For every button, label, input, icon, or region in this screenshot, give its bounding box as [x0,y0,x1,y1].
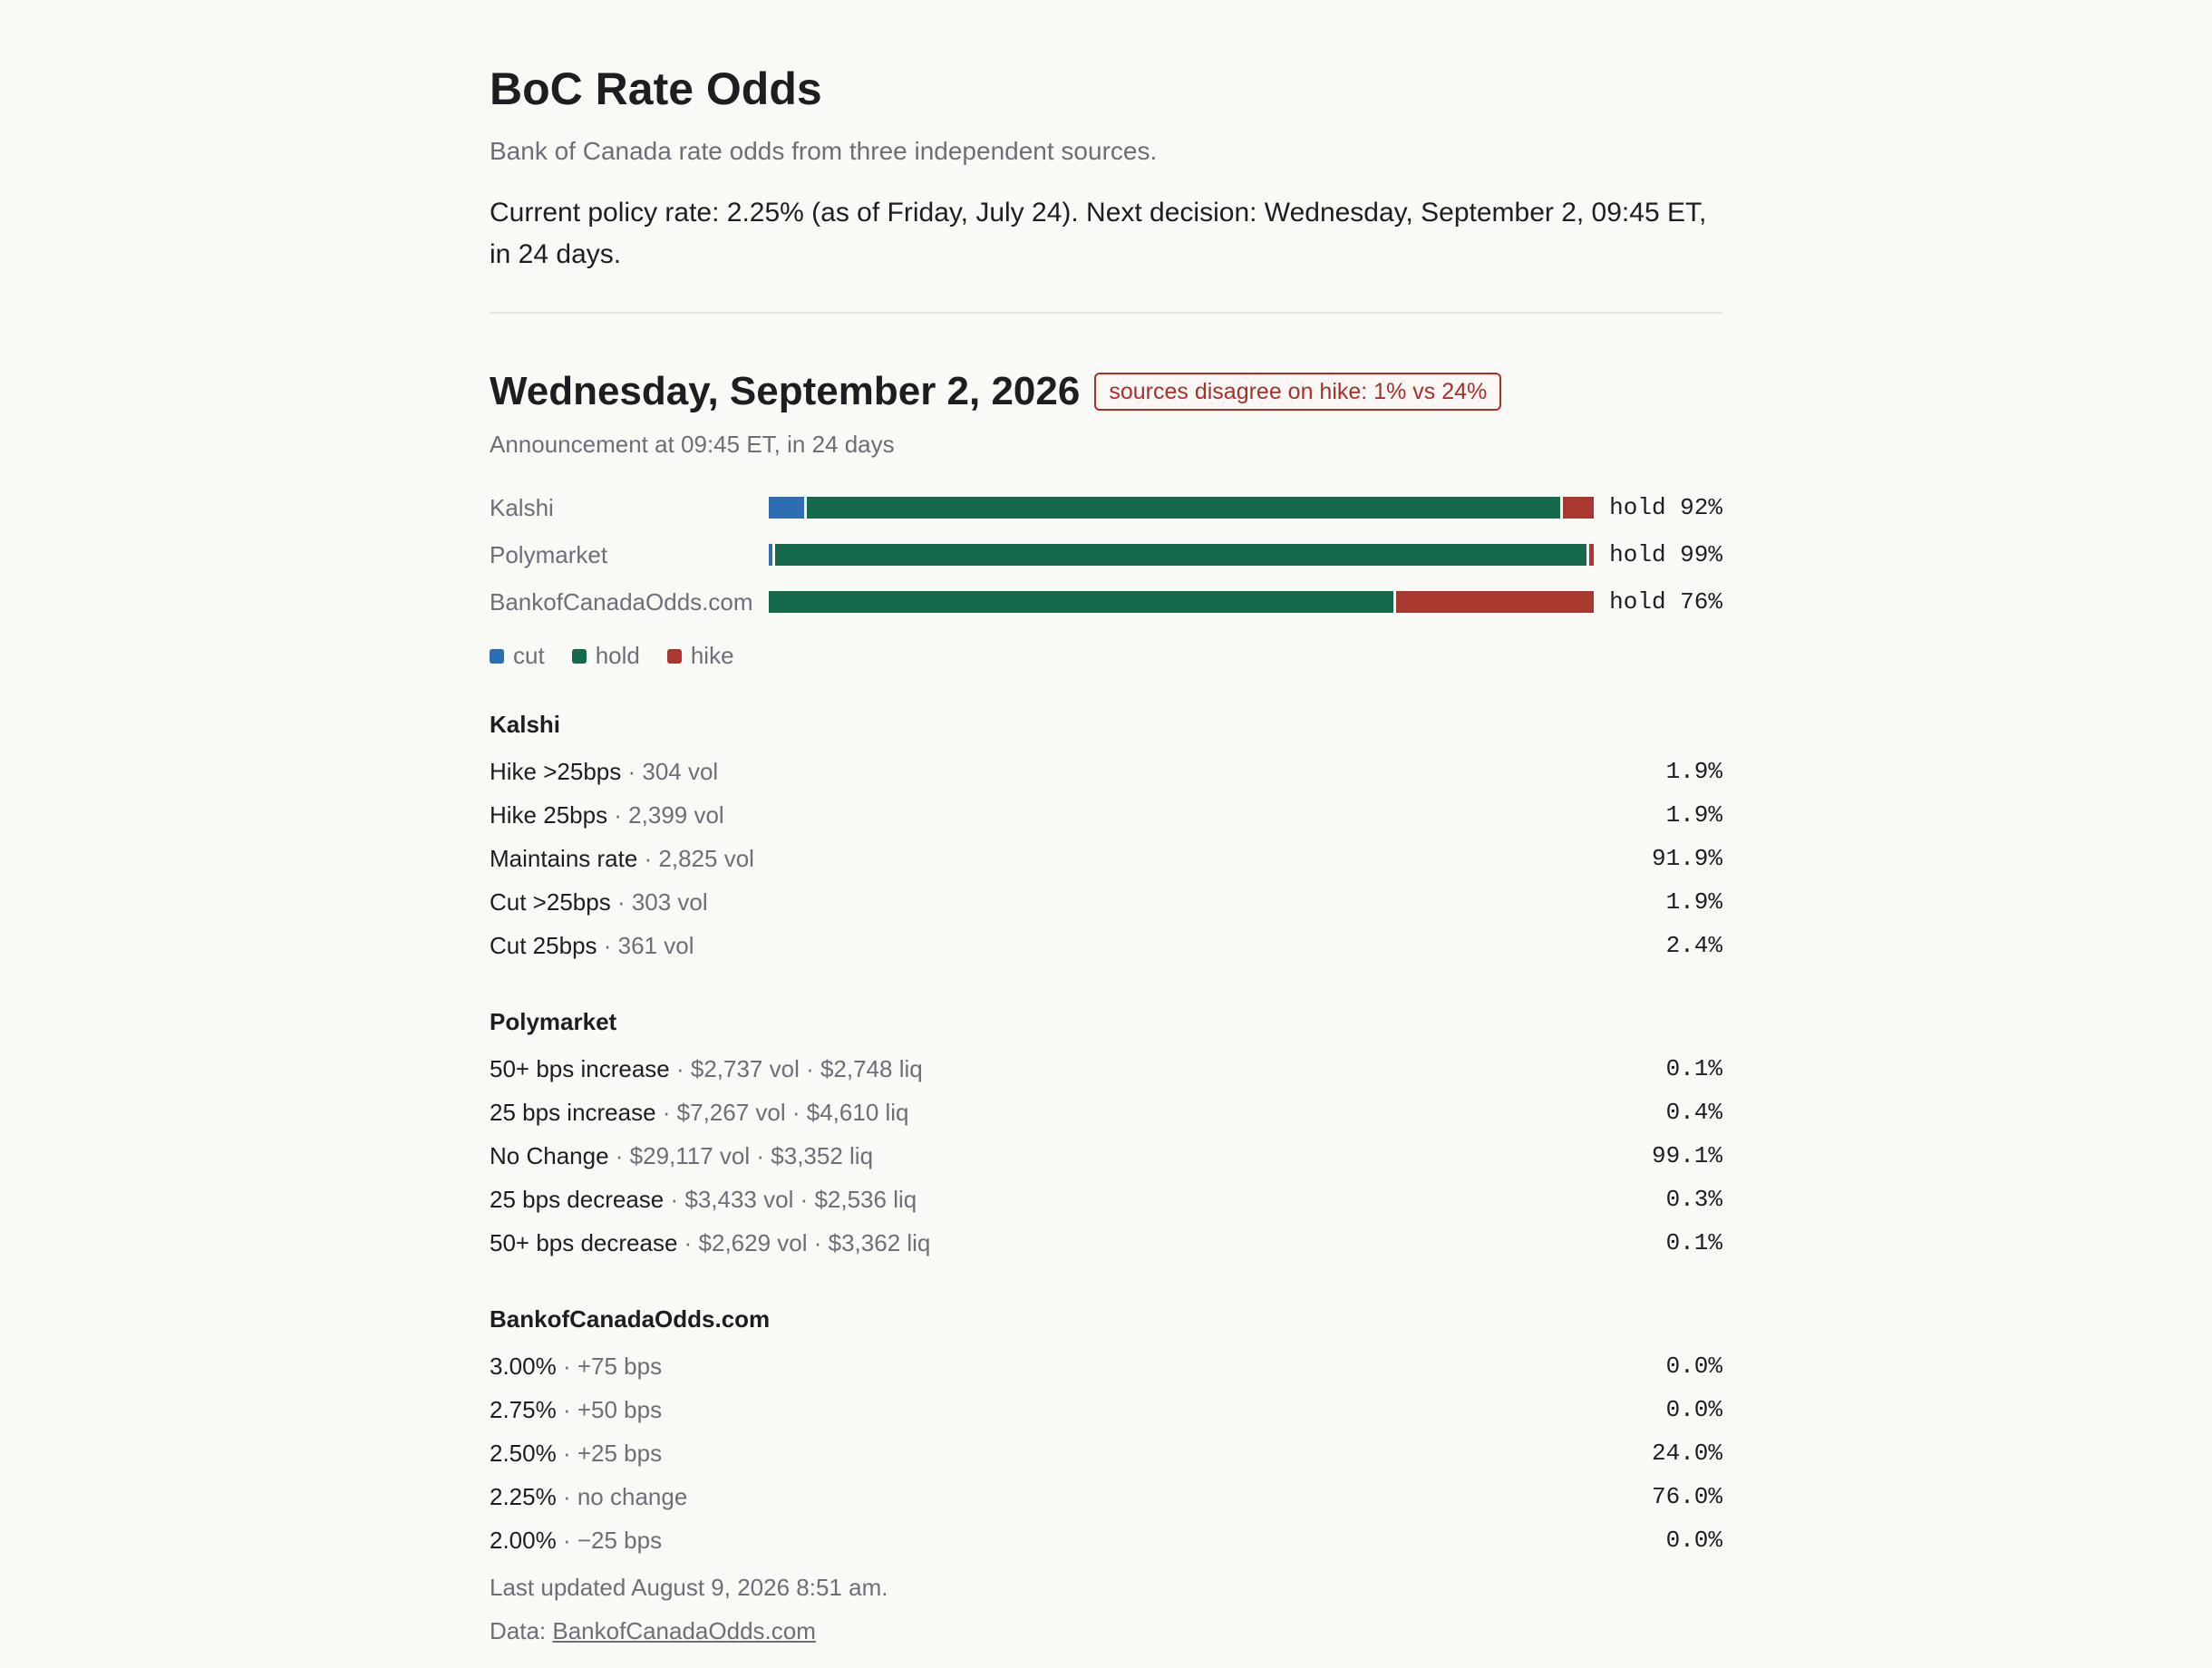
outcome-meta: · 2,825 vol [637,844,754,872]
bar-label: BankofCanadaOdds.com [490,587,753,616]
outcome-label: 25 bps increase [490,1098,656,1126]
outcome-probability: 0.1% [1665,1229,1722,1256]
source-section [490,706,1722,967]
outcome-row [490,1388,1722,1431]
last-updated: Last updated August 9, 2026 8:51 am. [490,1574,888,1601]
outcome-row [490,1475,1722,1518]
outcome-meta: · $3,433 vol · $2,536 liq [664,1185,917,1213]
outcome-label: 2.00% [490,1526,557,1554]
outcome-label: 2.75% [490,1395,557,1423]
outcome-meta: · no change [556,1482,688,1510]
outcome-meta: · 2,399 vol [607,800,724,829]
outcome-row [490,924,1722,967]
bar-segment-hike [1396,591,1594,613]
outcome-probability: 1.9% [1665,888,1722,916]
bar-segment-cut [769,497,804,519]
outcome-meta: · +75 bps [556,1352,663,1380]
outcome-row [490,1134,1722,1178]
bar-summary: hold 92% [1609,494,1722,521]
source-section [490,1004,1722,1265]
outcome-row [490,1431,1722,1475]
policy-rate-intro: Current policy rate: 2.25% (as of Friday, July 24). Next decision: Wednesday, September 2, 09:45 ET, in 24 days. [490,198,1707,269]
outcome-meta: · $2,737 vol · $2,748 liq [669,1054,923,1082]
legend-item-hike [667,642,734,670]
outcome-label: 2.50% [490,1439,557,1467]
source-title: BankofCanadaOdds.com [490,1305,771,1333]
page-subtitle: Bank of Canada rate odds from three independent sources. [490,137,1158,165]
outcome-label: 2.25% [490,1482,557,1510]
outcome-probability: 1.9% [1665,758,1722,785]
probability-bars [490,484,1722,626]
announcement-time: Announcement at 09:45 ET, in 24 days [490,431,895,458]
source-section [490,1301,1722,1562]
outcome-text [490,1229,930,1257]
page [490,0,1722,1653]
outcome-probability: 99.1% [1651,1142,1722,1169]
legend-label: hike [690,642,734,669]
outcome-row [490,1518,1722,1562]
outcome-row [490,793,1722,837]
page-title: BoC Rate Odds [490,63,822,114]
outcome-text [490,758,718,786]
outcome-row [490,1091,1722,1134]
outcome-text [490,1396,662,1424]
bar-summary: hold 76% [1609,588,1722,616]
bar-segment-cut [769,544,772,566]
bar-row-kalshi [490,484,1722,531]
outcome-meta: · $29,117 vol · $3,352 liq [608,1141,874,1169]
legend-item-cut [490,642,545,670]
outcome-meta: · $7,267 vol · $4,610 liq [655,1098,909,1126]
outcome-row [490,1178,1722,1221]
outcome-text [490,1142,873,1170]
outcome-row [490,837,1722,880]
outcome-probability: 1.9% [1665,801,1722,829]
bar-row-bankofcanadaodds [490,578,1722,626]
outcome-text [490,1186,917,1214]
outcome-meta: · 303 vol [610,887,708,916]
outcome-text [490,801,724,829]
outcome-label: No Change [490,1141,609,1169]
outcome-row [490,1047,1722,1091]
outcome-text [490,1483,687,1511]
outcome-label: 50+ bps increase [490,1054,670,1082]
source-breakdowns [490,706,1722,1562]
outcome-row [490,750,1722,793]
outcome-probability: 0.0% [1665,1527,1722,1554]
outcome-probability: 0.3% [1665,1186,1722,1213]
bar-label: Polymarket [490,540,608,568]
outcome-meta: · 304 vol [621,757,719,785]
outcome-probability: 0.4% [1665,1099,1722,1126]
meeting-header [490,366,1722,417]
legend-label: cut [513,642,545,669]
meeting-date: Wednesday, September 2, 2026 [490,369,1081,413]
outcome-probability: 2.4% [1665,932,1722,959]
outcome-label: Cut >25bps [490,887,611,916]
bar-segment-hold [769,591,1393,613]
bar-row-polymarket [490,531,1722,578]
bar-label: Kalshi [490,493,554,521]
outcome-probability: 0.1% [1665,1055,1722,1082]
legend-swatch-cut [490,649,504,664]
outcome-text [490,1353,662,1381]
outcome-label: Maintains rate [490,844,638,872]
bar-track [769,497,1594,519]
bar-track [769,544,1594,566]
outcome-text [490,1055,923,1083]
footer [490,1566,1722,1653]
bar-segment-hike [1563,497,1594,519]
outcome-row [490,1344,1722,1388]
outcome-text [490,1440,662,1468]
outcome-probability: 0.0% [1665,1396,1722,1423]
data-source-prefix: Data: [490,1617,553,1644]
outcome-label: Hike 25bps [490,800,608,829]
outcome-text [490,1527,662,1555]
outcome-row [490,880,1722,924]
outcome-text [490,845,754,873]
legend-label: hold [595,642,640,669]
outcome-text [490,932,694,960]
outcome-probability: 0.0% [1665,1353,1722,1380]
bar-track [769,591,1594,613]
legend-swatch-hike [667,649,682,664]
outcome-meta: · −25 bps [556,1526,663,1554]
bar-summary: hold 99% [1609,541,1722,568]
source-title: Kalshi [490,711,561,738]
outcome-label: 50+ bps decrease [490,1228,678,1256]
outcome-label: 25 bps decrease [490,1185,665,1213]
legend-swatch-hold [572,649,587,664]
outcome-label: Cut 25bps [490,931,597,959]
bar-segment-hold [775,544,1587,566]
data-source [490,1609,1722,1653]
outcome-meta: · $2,629 vol · $3,362 liq [677,1228,931,1256]
bar-segment-hold [807,497,1560,519]
outcome-probability: 91.9% [1651,845,1722,872]
outcome-row [490,1221,1722,1265]
data-source-link[interactable]: BankofCanadaOdds.com [552,1617,816,1644]
bar-legend [490,642,1722,670]
outcome-label: 3.00% [490,1352,557,1380]
divider [490,312,1722,314]
outcome-text [490,1099,909,1127]
outcome-meta: · +50 bps [556,1395,663,1423]
outcome-probability: 24.0% [1651,1440,1722,1467]
outcome-meta: · 361 vol [597,931,694,959]
outcome-text [490,888,708,916]
source-title: Polymarket [490,1008,617,1035]
outcome-label: Hike >25bps [490,757,622,785]
legend-item-hold [572,642,640,670]
outcome-meta: · +25 bps [556,1439,663,1467]
outcome-probability: 76.0% [1651,1483,1722,1510]
disagreement-badge: sources disagree on hike: 1% vs 24% [1094,373,1501,411]
